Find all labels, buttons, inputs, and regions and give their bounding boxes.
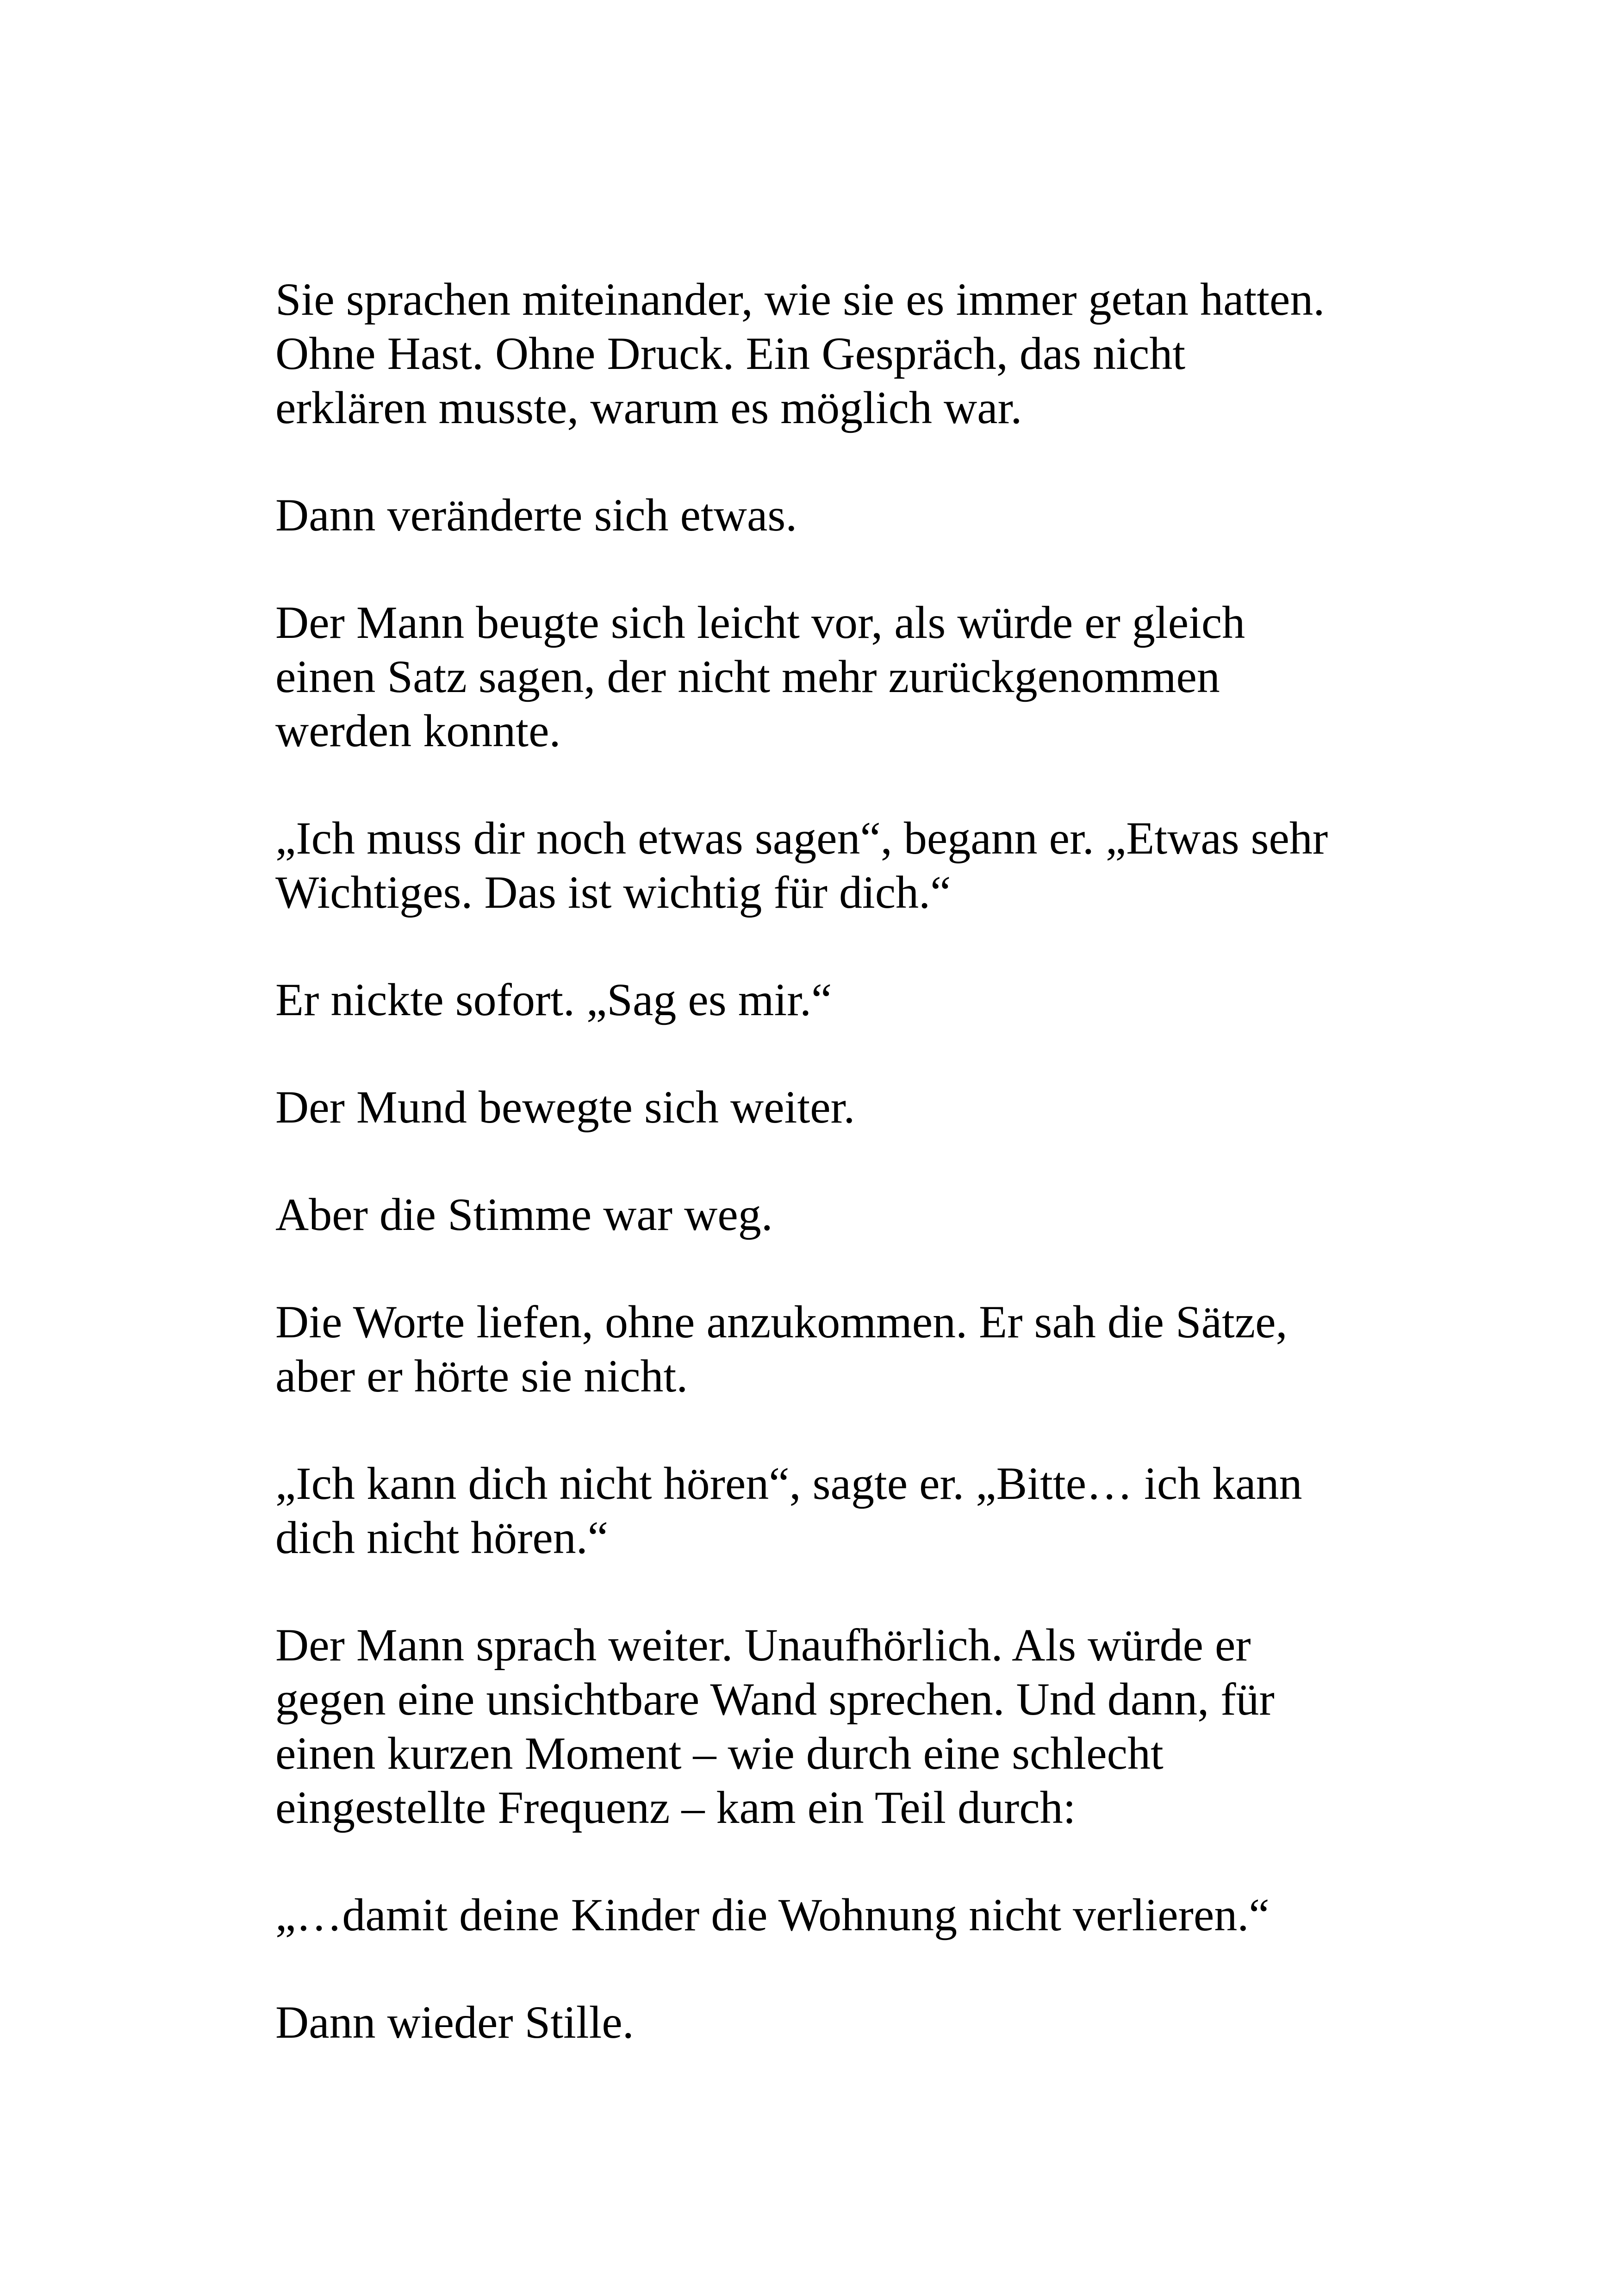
body-text [275, 272, 1525, 2049]
paragraph: Der Mund bewegte sich weiter. [275, 1081, 855, 1133]
paragraph: Aber die Stimme war weg. [275, 1189, 773, 1240]
paragraph: „Ich muss dir noch etwas sagen“, begann er. „Etwas sehr Wichtiges. Das ist wichtig für dich.“ [275, 812, 1328, 918]
paragraph: Die Worte liefen, ohne anzukommen. Er sah die Sätze, aber er hörte sie nicht. [275, 1296, 1288, 1402]
paragraph: Der Mann sprach weiter. Unaufhörlich. Als würde er gegen eine unsichtbare Wand sprechen. Und dann, für einen kurzen Moment – wie durch eine schlecht eingestellte Frequenz – kam ein Teil durch: [275, 1619, 1275, 1833]
paragraph: „…damit deine Kinder die Wohnung nicht verlieren.“ [275, 1889, 1270, 1940]
paragraph: Dann veränderte sich etwas. [275, 489, 797, 541]
paragraph: „Ich kann dich nicht hören“, sagte er. „Bitte… ich kann dich nicht hören.“ [275, 1458, 1302, 1563]
paragraph: Dann wieder Stille. [275, 1997, 634, 2048]
paragraph: Der Mann beugte sich leicht vor, als würde er gleich einen Satz sagen, der nicht mehr zurückgenommen werden konnte. [275, 597, 1245, 756]
paragraph: Sie sprachen miteinander, wie sie es immer getan hatten. Ohne Hast. Ohne Druck. Ein Gespräch, das nicht erklären musste, warum es möglich war. [275, 274, 1325, 433]
paragraph: Er nickte sofort. „Sag es mir.“ [275, 974, 832, 1025]
